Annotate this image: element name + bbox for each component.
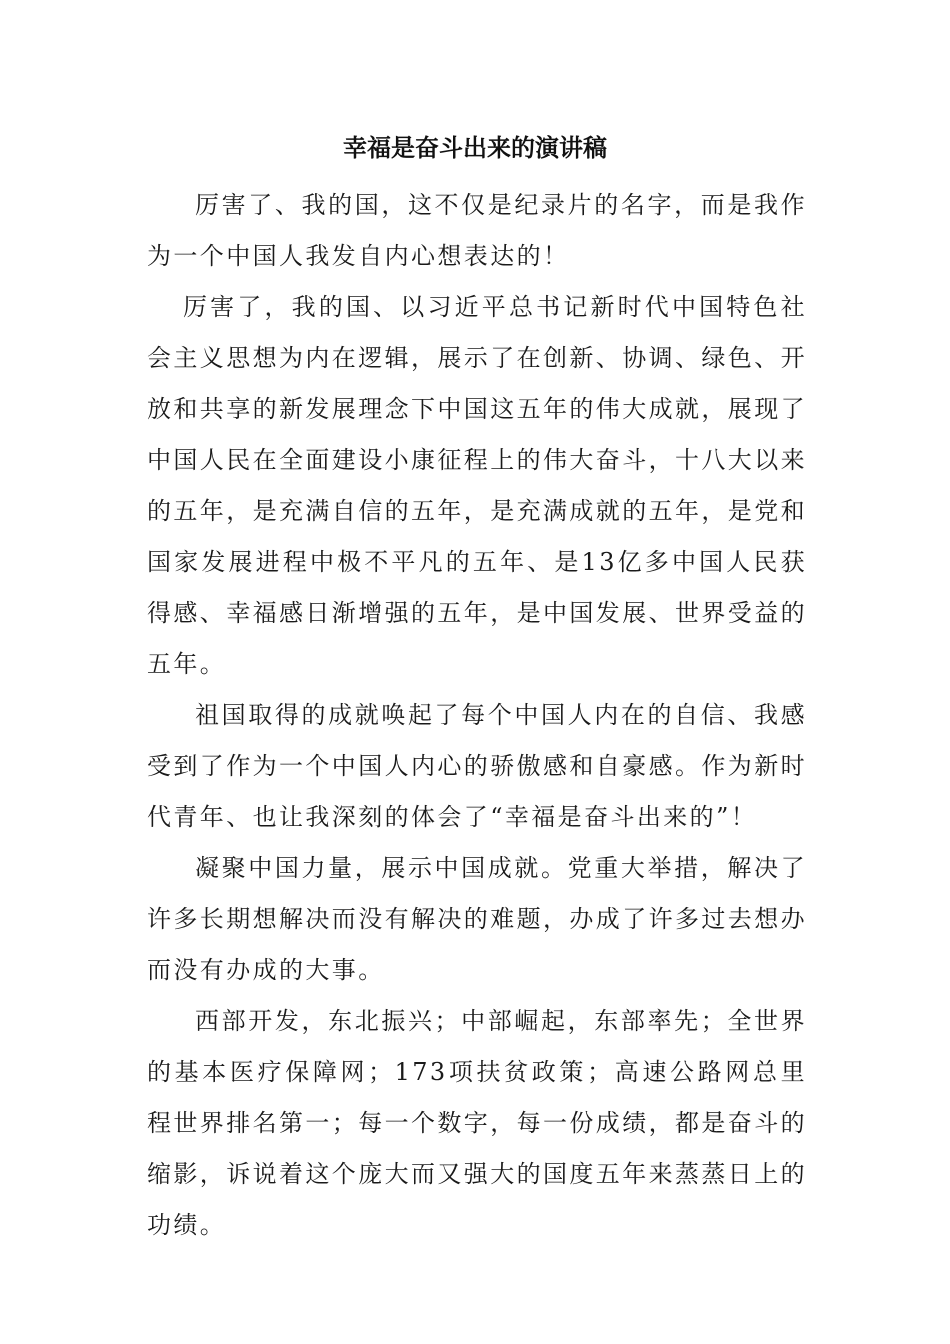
- paragraph-3: 祖国取得的成就唤起了每个中国人内在的自信、我感受到了作为一个中国人内心的骄傲感和自豪感。作为新时代青年、也让我深刻的体会了“幸福是奋斗出来的”！: [147, 701, 807, 831]
- paragraph-1: 厉害了、我的国，这不仅是纪录片的名字，而是我作为一个中国人我发自内心想表达的！: [147, 191, 807, 270]
- document-title: 幸福是奋斗出来的演讲稿: [343, 133, 607, 162]
- paragraph-4: 凝聚中国力量，展示中国成就。党重大举措，解决了许多长期想解决而没有解决的难题，办成了许多过去想办而没有办成的大事。: [147, 854, 807, 984]
- paragraph-2: 厉害了，我的国、以习近平总书记新时代中国特色社会主义思想为内在逻辑，展示了在创新、协调、绿色、开放和共享的新发展理念下中国这五年的伟大成就，展现了中国人民在全面建设小康征程上的伟大奋斗，十八大以来的五年，是充满自信的五年，是充满成就的五年，是党和国家发展进程中极不平凡的五年、是13亿多中国人民获得感、幸福感日渐增强的五年，是中国发展、世界受益的五年。: [147, 293, 807, 678]
- document-body: [147, 180, 807, 1251]
- paragraph-5: 西部开发，东北振兴；中部崛起，东部率先；全世界的基本医疗保障网；173项扶贫政策；高速公路网总里程世界排名第一；每一个数字，每一份成绩，都是奋斗的缩影，诉说着这个庞大而又强大的国度五年来蒸蒸日上的功绩。: [147, 1007, 807, 1239]
